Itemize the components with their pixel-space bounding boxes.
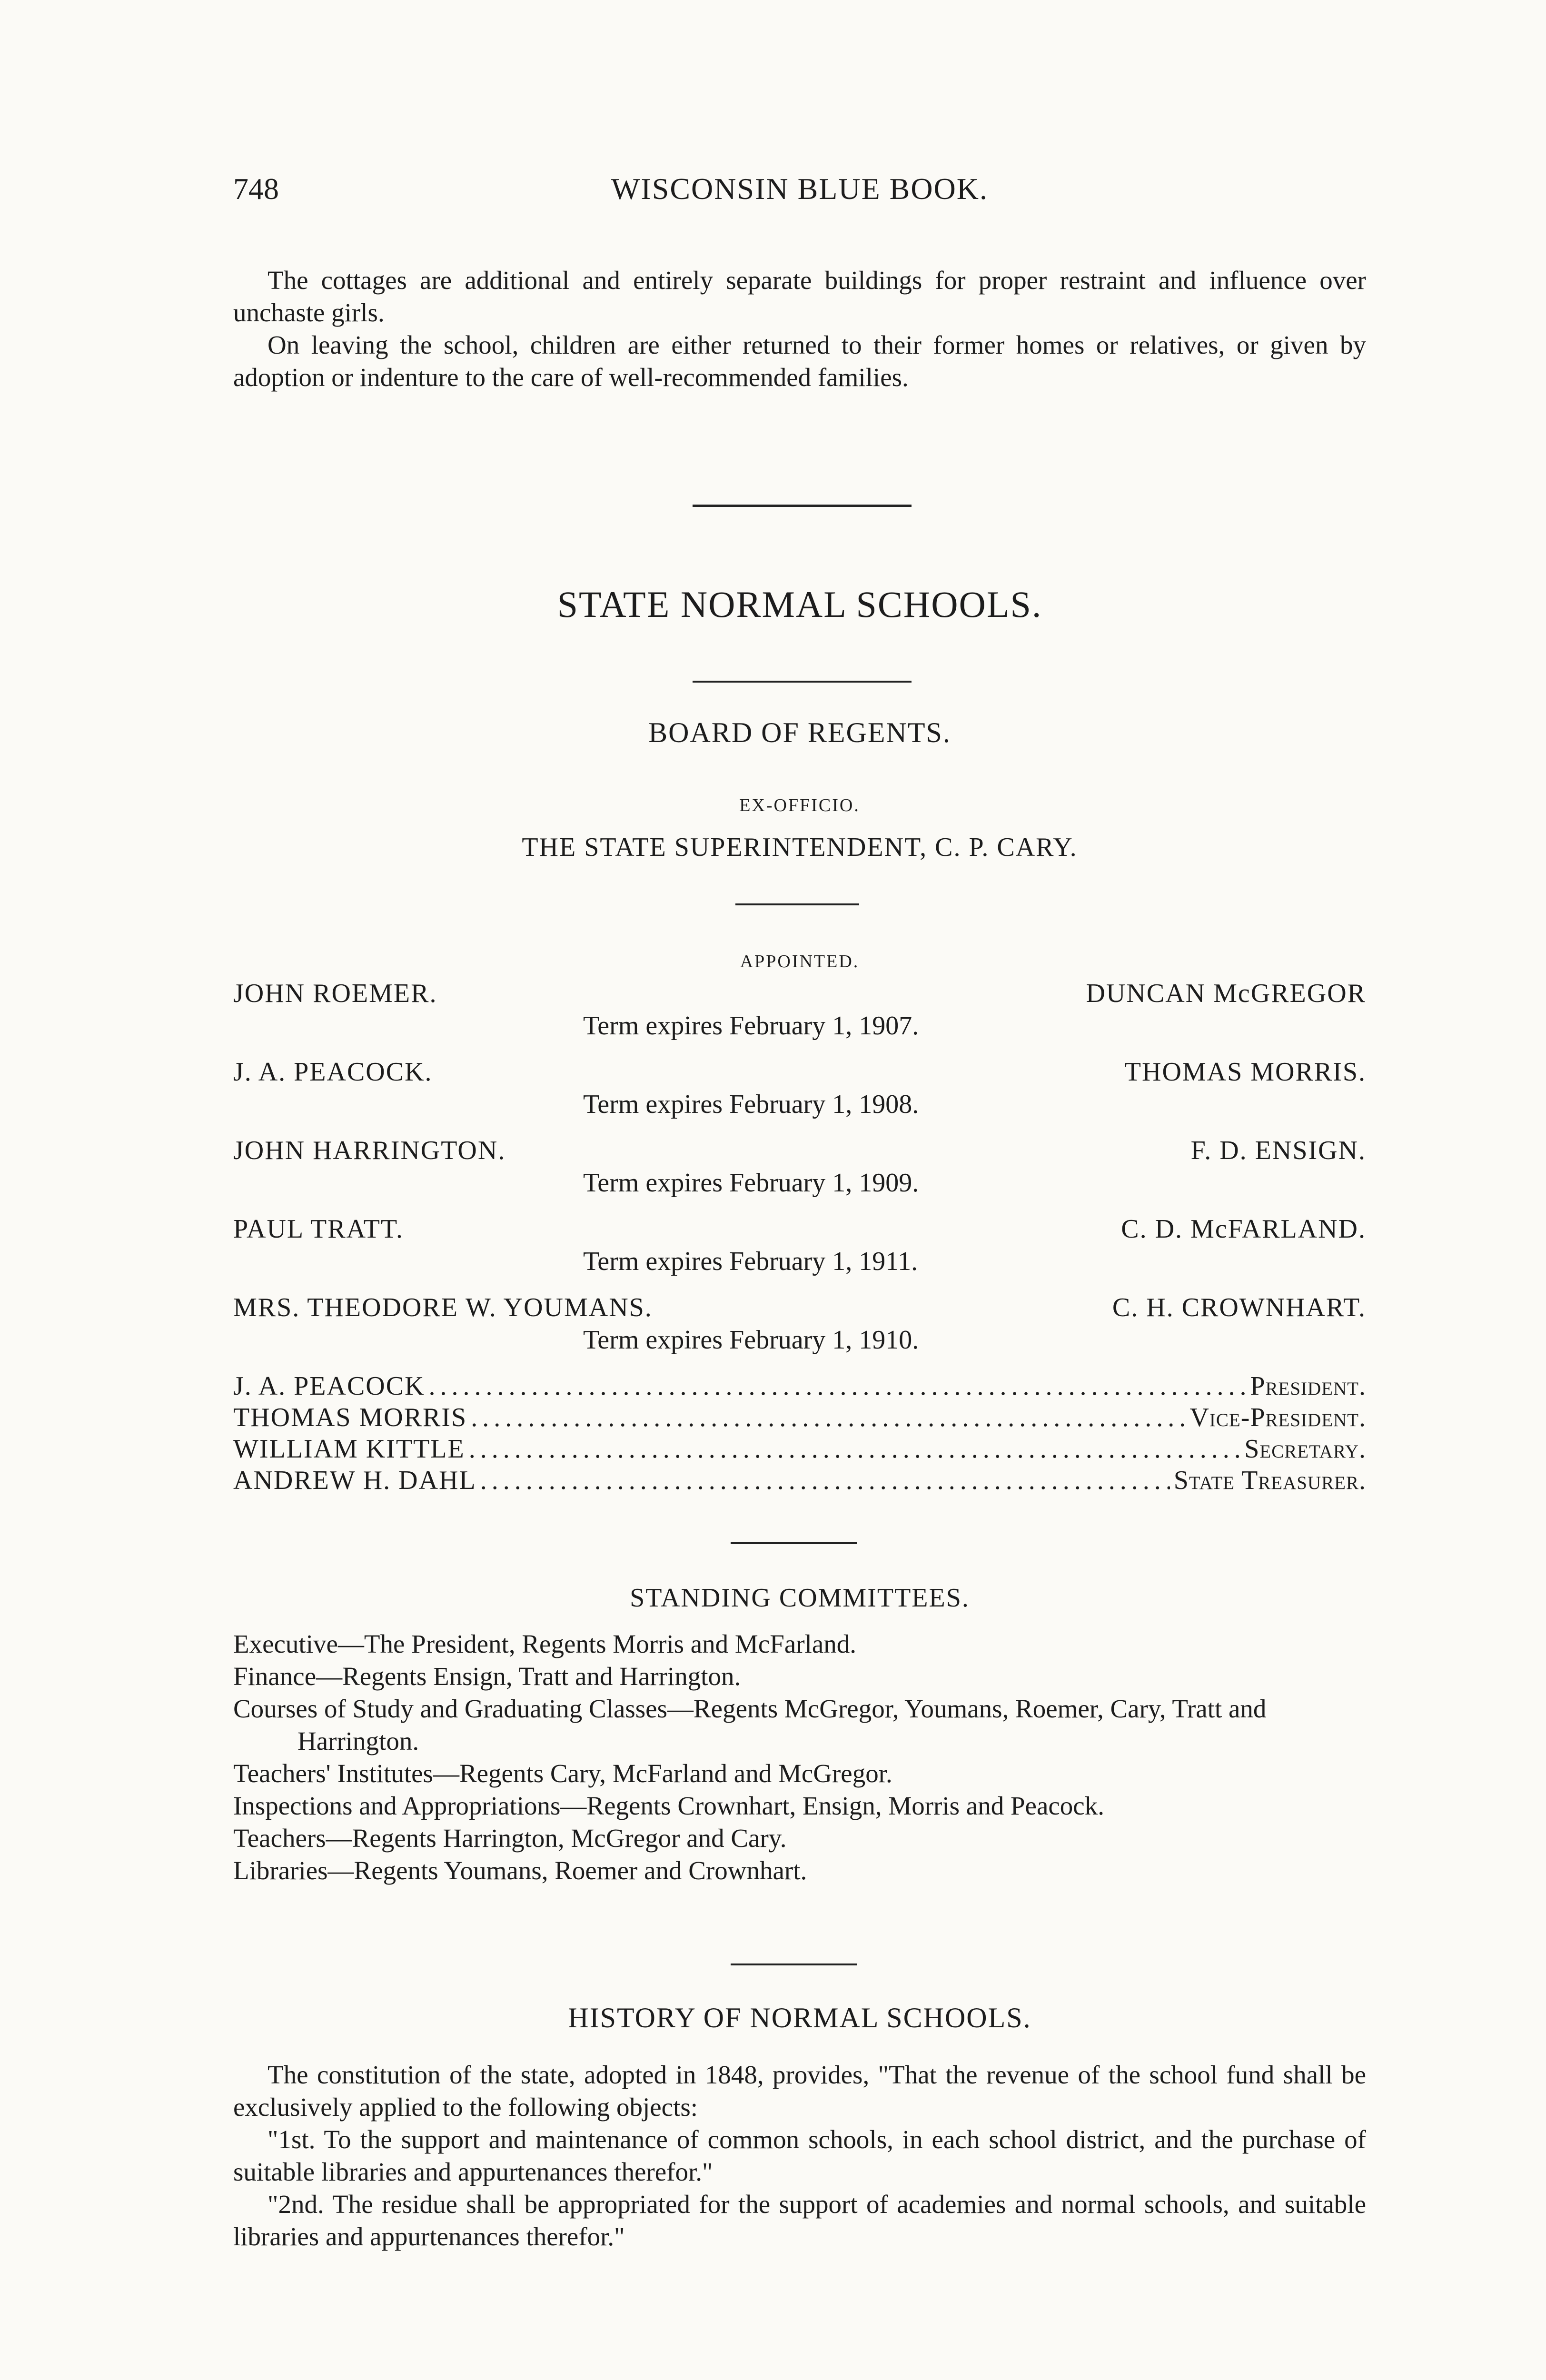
term-expiry: Term expires February 1, 1910. — [583, 1325, 919, 1355]
committee-entry: Finance—Regents Ensign, Tratt and Harrington. — [233, 1662, 741, 1691]
officer-row — [233, 1465, 1366, 1497]
regent-right: C. D. McFARLAND. — [1121, 1214, 1366, 1244]
page-number: 748 — [233, 172, 279, 206]
regent-right: DUNCAN McGREGOR — [1086, 979, 1366, 1008]
officer-role: Vice-President. — [1189, 1403, 1366, 1432]
regent-right: F. D. ENSIGN. — [1190, 1136, 1366, 1165]
page-header — [233, 171, 1366, 209]
regent-left: PAUL TRATT. — [233, 1214, 404, 1244]
ex-officio-label-block — [233, 795, 1366, 823]
officer-role: State Treasurer. — [1173, 1466, 1366, 1495]
board-title: BOARD OF REGENTS. — [648, 717, 951, 748]
dot-leader — [471, 1402, 1186, 1433]
regent-row — [233, 1135, 1366, 1211]
history-paragraph-3: "2nd. The residue shall be appropriated for the support of academies and normal schools, and suitable libraries and appurtenances therefor." — [233, 2190, 1366, 2251]
regent-row — [233, 978, 1366, 1054]
intro-paragraph-1: The cottages are additional and entirely separate buildings for proper restraint and influence over unchaste girls. — [233, 266, 1366, 327]
ex-officio-member: THE STATE SUPERINTENDENT, C. P. CARY. — [522, 833, 1078, 862]
history-section — [233, 2059, 1366, 2253]
ex-officio-label: EX-OFFICIO. — [739, 795, 860, 815]
committees-list — [233, 1628, 1366, 1887]
officer-row — [233, 1402, 1366, 1434]
appointed-label-block — [233, 951, 1366, 978]
section-divider — [693, 505, 912, 507]
committee-entry: Inspections and Appropriations—Regents Crownhart, Ensign, Morris and Peacock. — [233, 1791, 1104, 1820]
board-divider — [735, 903, 859, 905]
dot-leader — [429, 1371, 1247, 1401]
committees-title: STANDING COMMITTEES. — [630, 1583, 970, 1613]
history-paragraph-2: "1st. To the support and maintenance of common schools, in each school district, and the purchase of suitable libraries and appurtenances therefor." — [233, 2125, 1366, 2186]
term-expiry: Term expires February 1, 1908. — [583, 1090, 919, 1119]
committee-entry: Executive—The President, Regents Morris and McFarland. — [233, 1629, 856, 1658]
dot-leader — [469, 1434, 1241, 1464]
appointed-label: APPOINTED. — [740, 952, 860, 972]
term-expiry: Term expires February 1, 1907. — [583, 1011, 919, 1041]
committees-title-block — [233, 1583, 1366, 1616]
officer-row — [233, 1371, 1366, 1402]
intro-paragraph-2: On leaving the school, children are either returned to their former homes or relatives, or given by adoption or indenture to the care of well-recommended families. — [233, 330, 1366, 392]
title-divider — [693, 681, 912, 683]
running-title: WISCONSIN BLUE BOOK. — [611, 172, 988, 206]
officers-divider — [731, 1542, 857, 1544]
officer-role: Secretary. — [1244, 1434, 1366, 1464]
officer-name: THOMAS MORRIS — [233, 1403, 467, 1432]
dot-leader — [480, 1465, 1170, 1496]
regent-row — [233, 1057, 1366, 1133]
history-title: HISTORY OF NORMAL SCHOOLS. — [568, 2002, 1031, 2033]
officer-row — [233, 1434, 1366, 1465]
committees-divider — [731, 1964, 857, 1965]
officer-name: ANDREW H. DAHL — [233, 1466, 476, 1495]
section-title-block — [233, 583, 1366, 640]
term-expiry: Term expires February 1, 1909. — [583, 1168, 919, 1198]
ex-officio-member-block — [233, 832, 1366, 870]
committee-entry: Courses of Study and Graduating Classes—Regents McGregor, Youmans, Roemer, Cary, Tratt and Harrington. — [233, 1694, 1267, 1755]
regent-left: JOHN HARRINGTON. — [233, 1136, 506, 1165]
intro-section — [233, 264, 1366, 394]
regent-left: JOHN ROEMER. — [233, 979, 437, 1008]
regent-right: THOMAS MORRIS. — [1124, 1057, 1366, 1087]
committee-entry: Libraries—Regents Youmans, Roemer and Crownhart. — [233, 1856, 807, 1885]
regent-left: J. A. PEACOCK. — [233, 1057, 433, 1087]
term-expiry: Term expires February 1, 1911. — [583, 1247, 918, 1276]
regent-left: MRS. THEODORE W. YOUMANS. — [233, 1293, 653, 1322]
officer-name: J. A. PEACOCK — [233, 1371, 425, 1401]
officer-name: WILLIAM KITTLE — [233, 1434, 465, 1464]
committee-entry: Teachers' Institutes—Regents Cary, McFarland and McGregor. — [233, 1759, 892, 1788]
regent-row — [233, 1214, 1366, 1290]
regent-right: C. H. CROWNHART. — [1112, 1293, 1366, 1322]
officer-role: President. — [1250, 1371, 1366, 1401]
regent-row — [233, 1292, 1366, 1368]
board-title-block — [233, 716, 1366, 759]
section-title: STATE NORMAL SCHOOLS. — [557, 584, 1042, 625]
history-paragraph-1: The constitution of the state, adopted in 1848, provides, "That the revenue of the school fund shall be exclusively applied to the following objects: — [233, 2060, 1366, 2122]
history-title-block — [233, 2002, 1366, 2044]
committee-entry: Teachers—Regents Harrington, McGregor and Cary. — [233, 1824, 787, 1853]
